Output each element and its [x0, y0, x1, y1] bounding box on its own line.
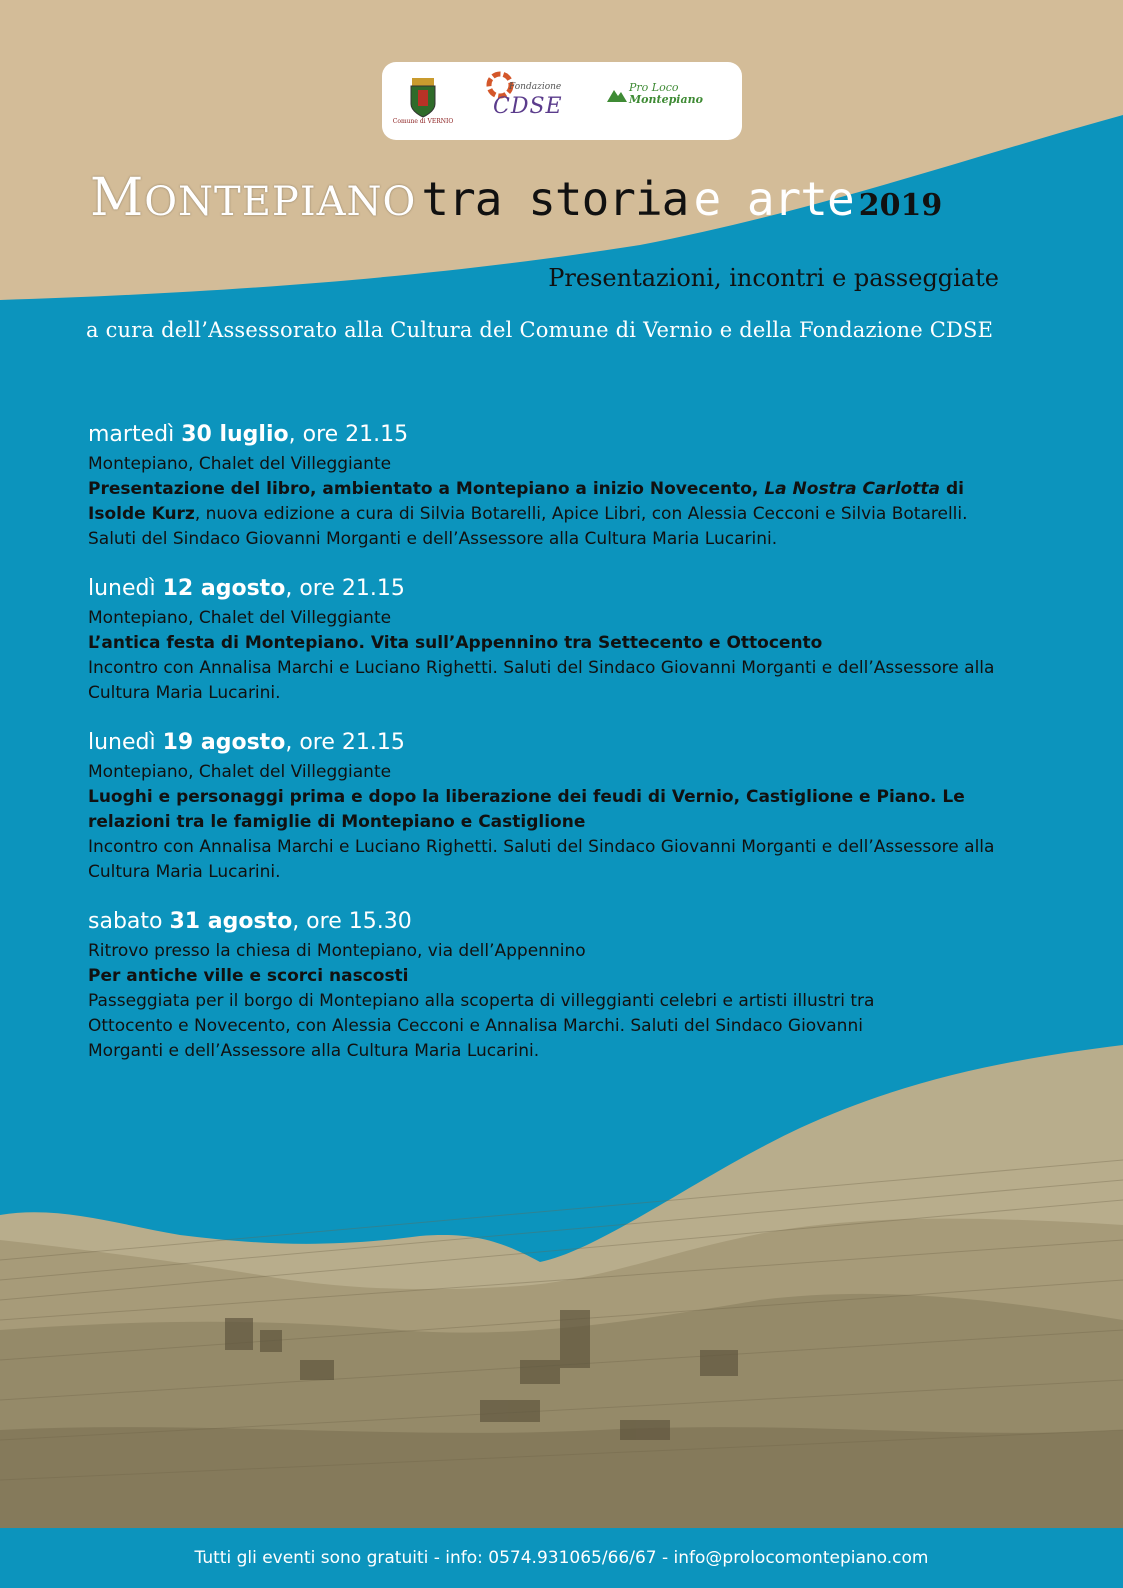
comune-vernio-logo	[388, 62, 458, 140]
event-item	[88, 726, 1008, 885]
cdse-small-label: Fondazione	[509, 82, 562, 92]
event-description: Presentazione del libro, ambientato a Montepiano a inizio Novecento, La Nostra Carlotta di Isolde Kurz, nuova edizione a cura di Silvia Botarelli, Apice Libri, con Alessia Cecconi e Silvia Botarelli. Saluti del Sindaco Giovanni Morganti e dell’Assessore alla Cultura Maria Lucarini.	[88, 479, 968, 549]
event-place: Ritrovo presso la chiesa di Montepiano, via dell’Appennino	[88, 941, 586, 961]
curator-line: a cura dell’Assessorato alla Cultura del Comune di Vernio e della Fondazione CDSE	[86, 318, 994, 342]
event-item	[88, 905, 1008, 1064]
title-e-arte: e arte	[693, 172, 854, 226]
page-title	[90, 168, 942, 228]
event-title: L’antica festa di Montepiano. Vita sull’Appennino tra Settecento e Ottocento	[88, 633, 823, 653]
proloco-line1: Pro Loco	[629, 81, 679, 94]
event-description: Incontro con Annalisa Marchi e Luciano Righetti. Saluti del Sindaco Giovanni Morganti e dell’Assessore alla Cultura Maria Lucarini.	[88, 658, 995, 703]
subtitle: Presentazioni, incontri e passeggiate	[548, 264, 999, 292]
vernio-crest-icon	[408, 78, 438, 118]
event-title: Luoghi e personaggi prima e dopo la liberazione dei feudi di Vernio, Castiglione e Piano. Le relazioni tra le famiglie di Montepiano e Castiglione	[88, 787, 965, 832]
sponsor-logos	[382, 62, 742, 140]
event-date: lunedì 19 agosto, ore 21.15	[88, 730, 405, 755]
event-place: Montepiano, Chalet del Villeggiante	[88, 762, 392, 782]
title-year: 2019	[858, 188, 943, 223]
footer-text: Tutti gli eventi sono gratuiti - info: 0574.931065/66/67 - info@prolocomontepiano.com	[194, 1548, 929, 1568]
footer-info	[0, 1528, 1123, 1588]
vernio-caption: Comune di VERNIO	[392, 117, 454, 125]
event-item	[88, 572, 1008, 706]
event-title: Per antiche ville e scorci nascosti	[88, 966, 409, 986]
title-montepiano: MONTEPIANO	[90, 168, 417, 228]
event-description: Passeggiata per il borgo di Montepiano alla scoperta di villeggianti celebri e artisti illustri tra Ottocento e Novecento, con Alessia Cecconi e Annalisa Marchi. Saluti del Sindaco Giovanni Morganti e dell’Assessore alla Cultura Maria Lucarini.	[88, 991, 875, 1061]
event-place: Montepiano, Chalet del Villeggiante	[88, 454, 392, 474]
fondazione-cdse-logo	[477, 62, 587, 140]
cdse-big-label: CDSE	[493, 94, 563, 119]
event-date: lunedì 12 agosto, ore 21.15	[88, 576, 405, 601]
event-place: Montepiano, Chalet del Villeggiante	[88, 608, 392, 628]
proloco-line2: Montepiano	[629, 93, 703, 106]
title-tra-storia: tra storia	[421, 172, 689, 226]
proloco-mountain-icon	[607, 86, 627, 102]
event-date: martedì 30 luglio, ore 21.15	[88, 422, 409, 447]
valley-foreground	[0, 1427, 1123, 1528]
proloco-montepiano-logo	[607, 62, 727, 140]
event-date: sabato 31 agosto, ore 15.30	[88, 909, 412, 934]
event-description: Incontro con Annalisa Marchi e Luciano Righetti. Saluti del Sindaco Giovanni Morganti e dell’Assessore alla Cultura Maria Lucarini.	[88, 837, 995, 882]
event-list	[88, 418, 1008, 1084]
event-item	[88, 418, 1008, 552]
